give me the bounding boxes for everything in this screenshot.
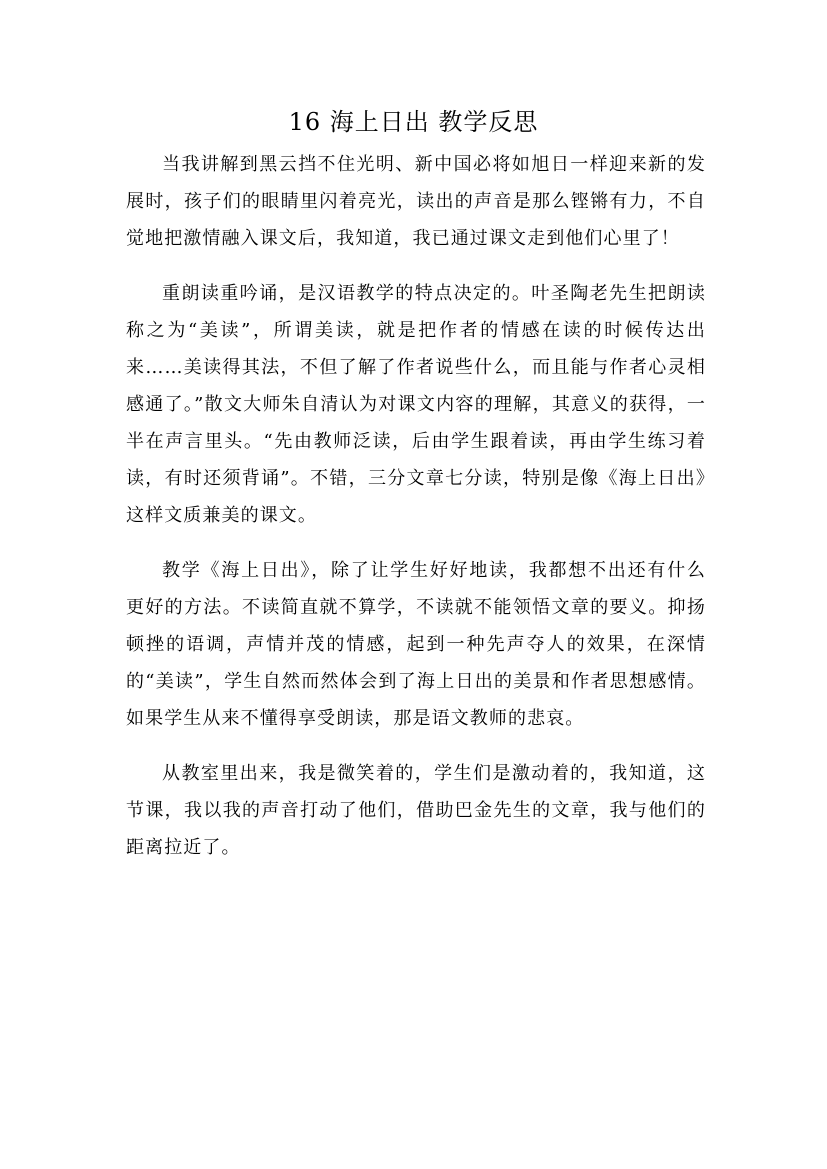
document-title: 16 海上日出 教学反思 <box>288 108 539 136</box>
paragraph-3: 教学《海上日出》，除了让学生好好地读，我都想不出还有什么更好的方法。不读简直就不算学，不读就不能领悟文章的要义。抑扬顿挫的语调，声情并茂的情感，起到一种先声夺人的效果，在深情的“美读”，学生自然而然体会到了海上日出的美景和作者思想感情。如果学生从来不懂得享受朗读，那是语文教师的悲哀。 <box>126 560 706 729</box>
paragraph-2: 重朗读重吟诵，是汉语教学的特点决定的。叶圣陶老先生把朗读称之为“美读”，所谓美读，就是把作者的情感在读的时候传达出来……美读得其法，不但了解了作者说些什么，而且能与作者心灵相感通了。”散文大师朱自清认为对课文内容的理解，其意义的获得，一半在声言里头。“先由教师泛读，后由学生跟着读，再由学生练习着读，有时还须背诵”。不错，三分文章七分读，特别是像《海上日出》这样文质兼美的课文。 <box>126 283 706 526</box>
document-body <box>126 146 706 884</box>
paragraph-4: 从教室里出来，我是微笑着的，学生们是激动着的，我知道，这节课，我以我的声音打动了他们，借助巴金先生的文章，我与他们的距离拉近了。 <box>126 763 706 858</box>
paragraph-1: 当我讲解到黑云挡不住光明、新中国必将如旭日一样迎来新的发展时，孩子们的眼睛里闪着亮光，读出的声音是那么铿锵有力，不自觉地把激情融入课文后，我知道，我已通过课文走到他们心里了！ <box>126 154 706 249</box>
